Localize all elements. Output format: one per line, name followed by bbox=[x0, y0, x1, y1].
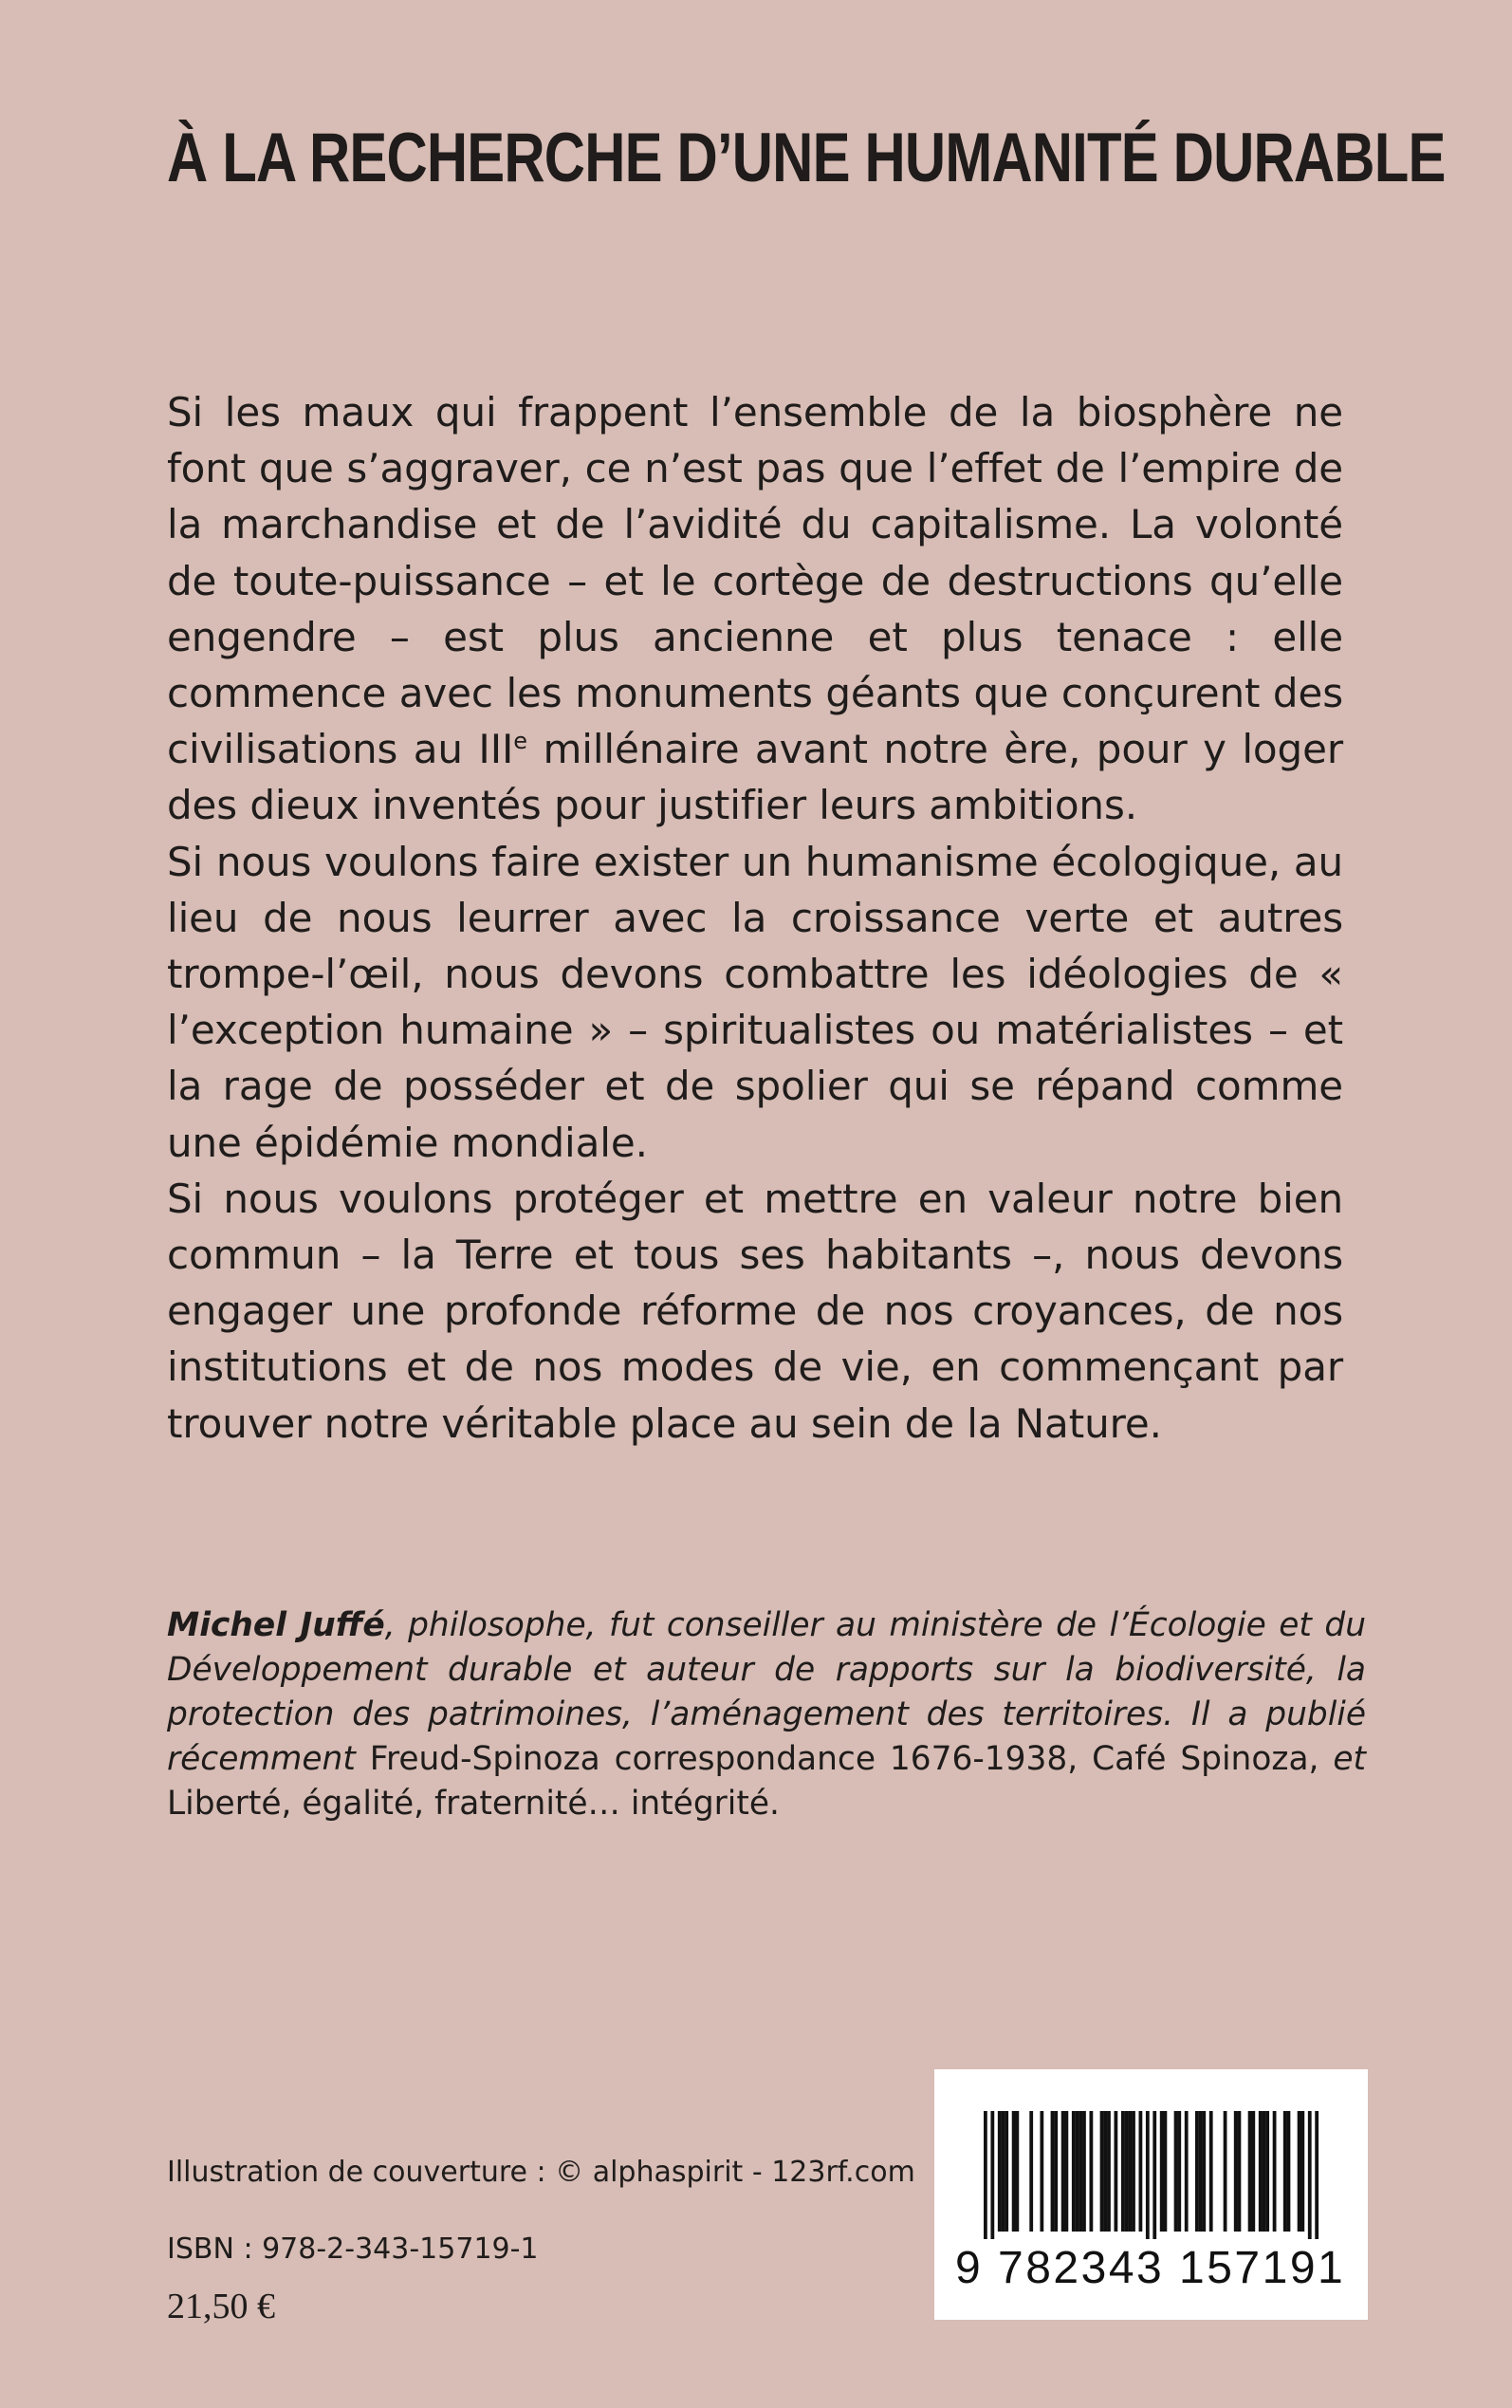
barcode-bar bbox=[1209, 2111, 1213, 2232]
barcode-panel bbox=[934, 2069, 1368, 2320]
book-description bbox=[167, 384, 1343, 1452]
barcode-bar bbox=[1273, 2111, 1277, 2232]
barcode-bar bbox=[1072, 2111, 1076, 2232]
barcode-bar bbox=[1064, 2111, 1068, 2232]
barcode-bar bbox=[1002, 2111, 1005, 2232]
barcode-bar bbox=[1015, 2111, 1019, 2232]
barcode-bar bbox=[1202, 2111, 1206, 2232]
barcode-bar bbox=[1107, 2111, 1111, 2232]
barcode-bar bbox=[1308, 2111, 1312, 2239]
barcode-bar bbox=[1185, 2111, 1189, 2232]
barcode-bar bbox=[1100, 2111, 1104, 2232]
barcode-bar bbox=[1287, 2111, 1291, 2232]
barcode-bar bbox=[1138, 2111, 1142, 2232]
recent-work-title-last: Liberté, égalité, fraternité… intégrité. bbox=[167, 1785, 780, 1823]
barcode-bar bbox=[990, 2111, 994, 2239]
illustration-credit: Illustration de couverture : © alphaspirit - 123rf.com bbox=[167, 2156, 915, 2189]
barcode-bar bbox=[1051, 2111, 1055, 2232]
barcode-bar bbox=[1128, 2111, 1132, 2232]
barcode-bar bbox=[1251, 2111, 1255, 2232]
barcode-bar bbox=[1082, 2111, 1086, 2232]
barcode-bar bbox=[1079, 2111, 1082, 2232]
barcode-bar bbox=[1076, 2111, 1079, 2232]
barcode-bar bbox=[1054, 2111, 1058, 2232]
barcode-bar bbox=[1164, 2111, 1168, 2232]
barcode-bar bbox=[1160, 2111, 1164, 2232]
isbn-label: ISBN : 978-2-343-15719-1 bbox=[167, 2232, 539, 2266]
price-label: 21,50 € bbox=[167, 2287, 275, 2326]
millennium-superscript: e bbox=[513, 728, 527, 755]
barcode-bar bbox=[1114, 2111, 1117, 2232]
barcode-bar bbox=[1174, 2111, 1178, 2232]
author-name: Michel Juffé bbox=[167, 1606, 385, 1644]
barcode-bar bbox=[1315, 2111, 1318, 2239]
author-bio bbox=[167, 1603, 1366, 1826]
barcode-bar bbox=[1005, 2111, 1008, 2232]
barcode-bar bbox=[1089, 2111, 1093, 2232]
description-paragraph-1-text-a: Si les maux qui frappent l’ensemble de la biosphère ne font que s’aggraver, ce n’est pas que l’effet de l’empire de la marchandise et de l’avidité du capitalisme. La volonté de toute-puissance – et le cortège de destructions qu’elle engendre – est plus ancienne et plus tenace : elle commence avec les monuments géants que conçurent des civilisations au III bbox=[167, 389, 1343, 773]
barcode-bar bbox=[1263, 2111, 1266, 2232]
barcode-bar bbox=[1012, 2111, 1016, 2232]
description-paragraph-1 bbox=[167, 384, 1343, 834]
works-connector: et bbox=[1318, 1740, 1366, 1778]
barcode-bar bbox=[1298, 2111, 1301, 2232]
barcode-bar bbox=[1224, 2111, 1227, 2232]
barcode-bar bbox=[1040, 2111, 1043, 2232]
barcode-bar bbox=[1132, 2111, 1135, 2232]
barcode-bar bbox=[1238, 2111, 1242, 2232]
description-paragraph-2: Si nous voulons faire exister un humanisme écologique, au lieu de nous leurrer avec la croissance verte et autres trompe-l’œil, nous devons combattre les idéologies de « l’exception humaine » – spiritualistes ou matérialistes – et la rage de posséder et de spolier qui se répand comme une épidémie mondiale. bbox=[167, 838, 1343, 1166]
barcode-bar bbox=[984, 2111, 987, 2239]
barcode-bar bbox=[1265, 2111, 1269, 2232]
recent-work-titles: Freud-Spinoza correspondance 1676-1938, Café Spinoza, bbox=[369, 1740, 1319, 1778]
isbn-barcode bbox=[984, 2111, 1318, 2239]
cover-title: À LA RECHERCHE D’UNE HUMANITÉ DURABLE bbox=[167, 120, 1446, 196]
barcode-bar bbox=[1061, 2111, 1065, 2232]
barcode-bar bbox=[1300, 2111, 1304, 2232]
description-paragraph-1-text-b: millénaire avant notre ère, pour y loger des dieux inventés pour justifier leurs ambitions. bbox=[167, 726, 1343, 829]
barcode-bar bbox=[1029, 2111, 1033, 2232]
description-paragraph-3: Si nous voulons protéger et mettre en valeur notre bien commun – la Terre et tous ses habitants –, nous devons engager une profonde réforme de nos croyances, de nos institutions et de nos modes de vie, en commençant par trouver notre véritable place au sein de la Nature. bbox=[167, 1175, 1343, 1447]
barcode-bar bbox=[1283, 2111, 1287, 2232]
barcode-bar bbox=[1125, 2111, 1129, 2232]
barcode-bar bbox=[1248, 2111, 1252, 2232]
barcode-bar bbox=[1259, 2111, 1263, 2232]
barcode-bar bbox=[1121, 2111, 1125, 2232]
barcode-bar bbox=[1199, 2111, 1203, 2232]
barcode-bar bbox=[1195, 2111, 1199, 2232]
barcode-bar bbox=[1103, 2111, 1107, 2232]
barcode-bar bbox=[1152, 2111, 1156, 2239]
barcode-digits: 9 782343 157191 bbox=[955, 2243, 1346, 2293]
author-bio-text: , philosophe, fut conseiller au ministère de l’Écologie et du Développement durable et auteur de rapports sur la biodiversité, la protection des patrimoines, l’aménagement des territoires. Il a publié récemment bbox=[167, 1606, 1366, 1778]
barcode-bar bbox=[1234, 2111, 1238, 2232]
barcode-bar bbox=[1177, 2111, 1181, 2232]
barcode-bar bbox=[1146, 2111, 1150, 2239]
barcode-bar bbox=[998, 2111, 1002, 2232]
